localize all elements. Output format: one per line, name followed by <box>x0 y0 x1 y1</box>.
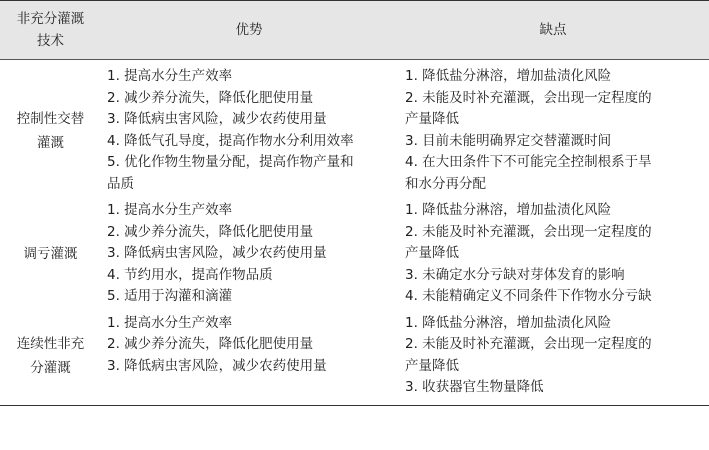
technique-line: 调亏灌溉 <box>23 245 78 262</box>
header-disadvantages: 缺点 <box>397 1 709 60</box>
disadvantage-item: 和水分再分配 <box>405 175 486 192</box>
technique-line: 分灌溉 <box>30 359 71 376</box>
advantage-item: 5. 适用于沟灌和滴灌 <box>107 288 233 304</box>
header-row <box>0 1 709 60</box>
disadvantage-item: 产量降低 <box>405 111 459 127</box>
disadvantage-item: 1. 降低盐分淋溶，增加盐渍化风险 <box>405 68 612 84</box>
disadvantage-item: 2. 未能及时补充灌溉，会出现一定程度的 <box>405 223 652 240</box>
disadvantage-item: 4. 未能精确定义不同条件下作物水分亏缺 <box>405 288 652 304</box>
advantage-item: 2. 减少养分流失，降低化肥使用量 <box>107 89 314 106</box>
advantage-item: 品质 <box>107 175 134 192</box>
advantage-item: 3. 降低病虫害风险，减少农药使用量 <box>107 111 327 127</box>
disadvantage-item: 产量降低 <box>405 357 459 374</box>
table-header <box>0 1 709 60</box>
advantage-item: 4. 降低气孔导度，提高作物水分利用效率 <box>107 132 354 149</box>
advantage-item: 3. 降低病虫害风险，减少农药使用量 <box>107 245 327 261</box>
header-advantages: 优势 <box>101 1 397 60</box>
technique-cell <box>0 60 101 199</box>
advantages-cell <box>101 311 397 406</box>
table-row <box>0 60 709 199</box>
header-technique-line-1: 非充分灌溉 <box>16 11 85 27</box>
advantage-item: 1. 提高水分生产效率 <box>107 68 233 84</box>
disadvantages-cell <box>397 311 709 406</box>
advantage-item: 3. 降低病虫害风险，减少农药使用量 <box>107 357 327 374</box>
header-technique <box>0 1 101 60</box>
advantages-cell <box>101 60 397 199</box>
disadvantage-item: 2. 未能及时补充灌溉，会出现一定程度的 <box>405 336 652 352</box>
disadvantage-item: 1. 降低盐分淋溶，增加盐渍化风险 <box>405 202 612 218</box>
technique-cell <box>0 198 101 311</box>
disadvantage-item: 4. 在大田条件下不可能完全控制根系于旱 <box>405 154 652 170</box>
disadvantage-item: 产量降低 <box>405 245 459 261</box>
disadvantage-item: 1. 降低盐分淋溶，增加盐渍化风险 <box>405 314 612 331</box>
header-technique-line-2: 技术 <box>37 33 64 49</box>
technique-cell <box>0 311 101 406</box>
advantage-item: 1. 提高水分生产效率 <box>107 202 233 218</box>
advantages-cell <box>101 198 397 311</box>
technique-line: 连续性非充 <box>16 335 85 352</box>
disadvantage-item: 3. 未确定水分亏缺对芽体发育的影响 <box>405 266 625 283</box>
technique-line: 灌溉 <box>37 134 64 151</box>
advantage-item: 1. 提高水分生产效率 <box>107 314 233 331</box>
disadvantage-item: 3. 收获器官生物量降低 <box>405 379 544 395</box>
disadvantage-item: 3. 目前未能明确界定交替灌溉时间 <box>405 132 612 149</box>
table-row <box>0 311 709 406</box>
disadvantage-item: 2. 未能及时补充灌溉，会出现一定程度的 <box>405 89 652 106</box>
disadvantages-cell <box>397 60 709 199</box>
technique-line: 控制性交替 <box>16 110 85 127</box>
disadvantages-cell <box>397 198 709 311</box>
advantage-item: 4. 节约用水，提高作物品质 <box>107 266 273 283</box>
advantage-item: 5. 优化作物生物量分配，提高作物产量和 <box>107 154 354 170</box>
table-row <box>0 198 709 311</box>
advantage-item: 2. 减少养分流失，降低化肥使用量 <box>107 223 314 240</box>
advantage-item: 2. 减少养分流失，降低化肥使用量 <box>107 336 314 352</box>
